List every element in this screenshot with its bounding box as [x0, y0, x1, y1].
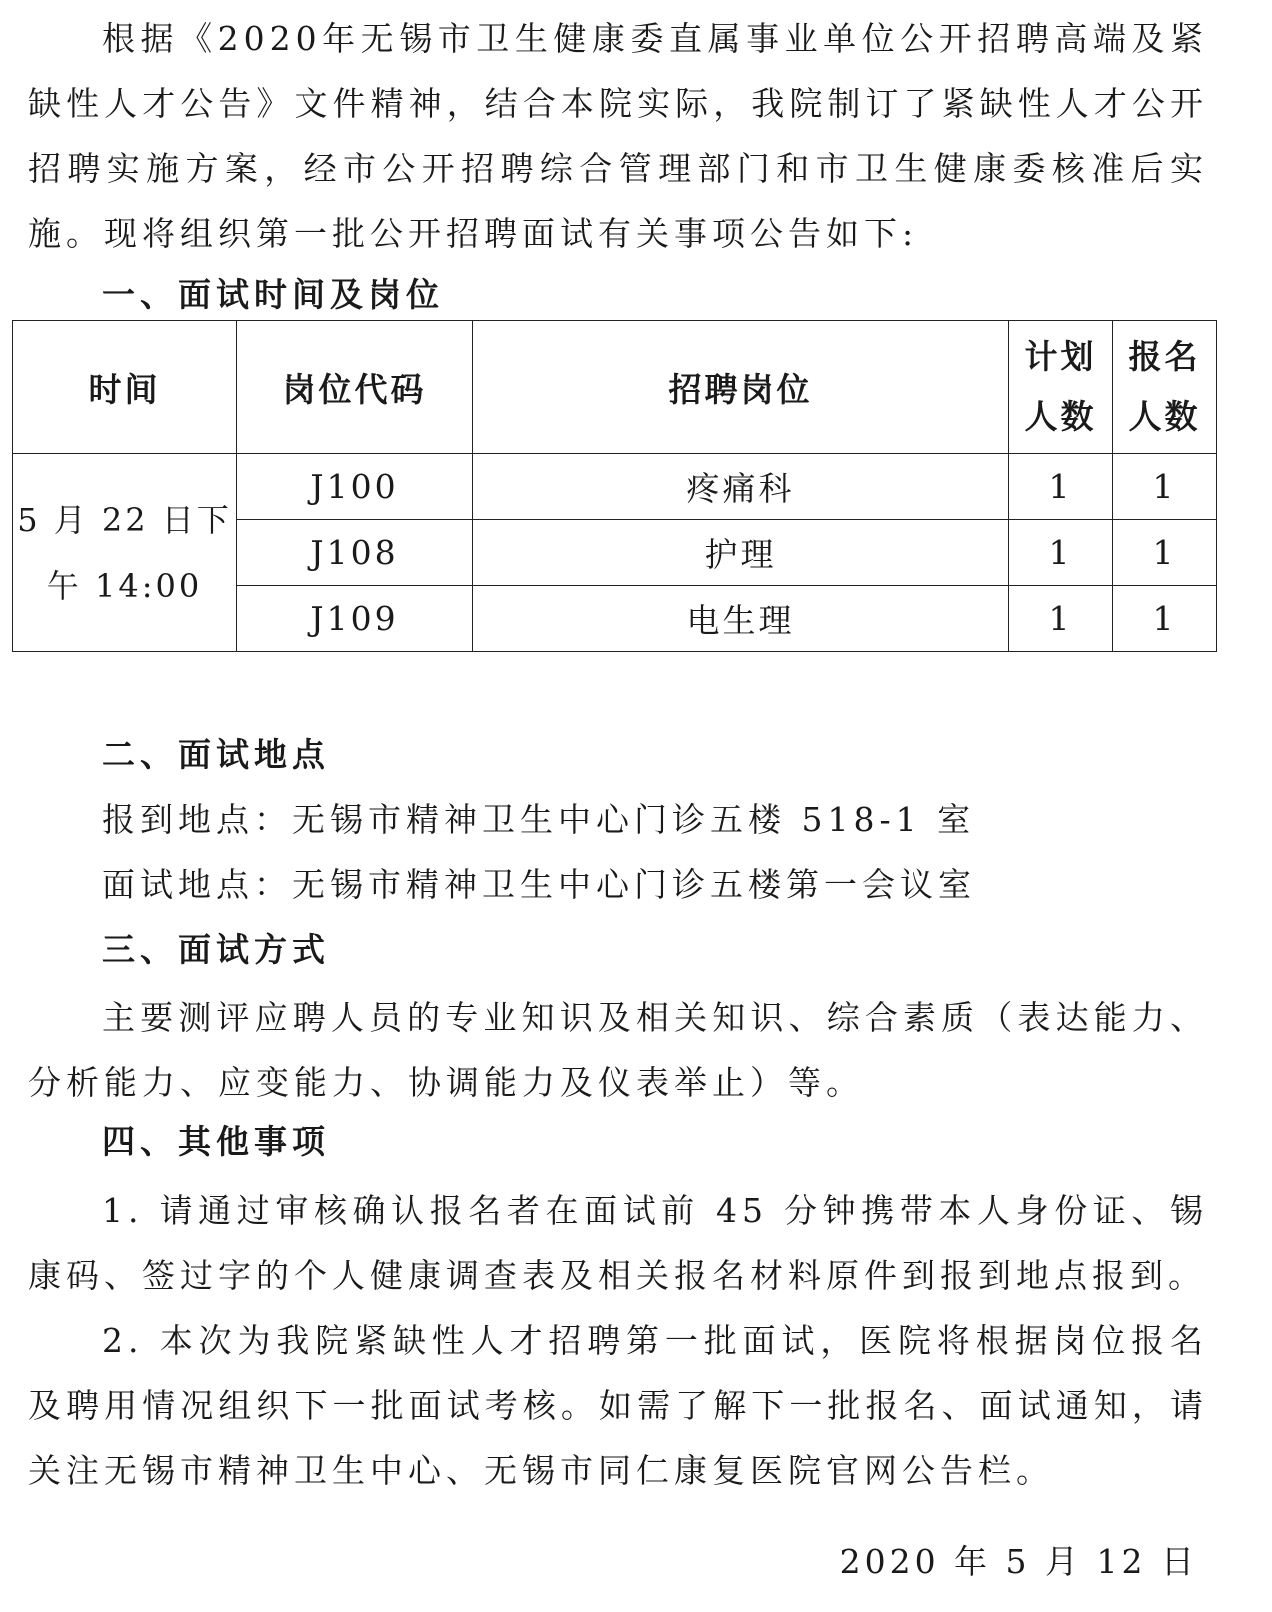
other-item-2: 2. 本次为我院紧缺性人才招聘第一批面试，医院将根据岗位报名及聘用情况组织下一批面试考核。如需了解下一批报名、面试通知，请关注无锡市精神卫生中心、无锡市同仁康复医院官网公告栏。 — [28, 1321, 1208, 1490]
header-registered-line1: 报名 — [1128, 337, 1201, 376]
planned-count-cell: 1 — [1009, 454, 1113, 520]
header-planned-line2: 人数 — [1024, 397, 1097, 436]
table-row — [13, 454, 1217, 520]
header-position-code: 岗位代码 — [237, 321, 473, 454]
checkin-location: 报到地点：无锡市精神卫生中心门诊五楼 518-1 室 — [102, 800, 976, 839]
interview-time-line1: 5 月 22 日下 — [17, 500, 232, 539]
interview-time-cell — [13, 454, 237, 652]
header-planned-count — [1009, 321, 1113, 454]
header-planned-line1: 计划 — [1024, 337, 1097, 376]
position-name-cell: 电生理 — [473, 586, 1009, 652]
header-registered-line2: 人数 — [1128, 397, 1201, 436]
registered-count-cell: 1 — [1113, 520, 1217, 586]
section-1-heading: 一、面试时间及岗位 — [102, 275, 444, 314]
interview-method-paragraph: 主要测评应聘人员的专业知识及相关知识、综合素质（表达能力、分析能力、应变能力、协调能力及仪表举止）等。 — [28, 998, 1208, 1102]
position-code-cell: J109 — [237, 586, 473, 652]
position-name-cell: 护理 — [473, 520, 1009, 586]
intro-paragraph: 根据《2020年无锡市卫生健康委直属事业单位公开招聘高端及紧缺性人才公告》文件精神，结合本院实际，我院制订了紧缺性人才公开招聘实施方案，经市公开招聘综合管理部门和市卫生健康委核准后实施。现将组织第一批公开招聘面试有关事项公告如下: — [28, 19, 1208, 253]
section-2-heading: 二、面试地点 — [102, 735, 330, 774]
interview-time-line2: 午 14:00 — [46, 566, 203, 605]
header-position: 招聘岗位 — [473, 321, 1009, 454]
planned-count-cell: 1 — [1009, 586, 1113, 652]
table-header-row — [13, 321, 1217, 454]
position-name-cell: 疼痛科 — [473, 454, 1009, 520]
interview-venue: 面试地点：无锡市精神卫生中心门诊五楼第一会议室 — [102, 865, 976, 904]
section-4-heading: 四、其他事项 — [102, 1122, 330, 1161]
header-time: 时间 — [13, 321, 237, 454]
other-item-1: 1. 请通过审核确认报名者在面试前 45 分钟携带本人身份证、锡康码、签过字的个人健康调查表及相关报名材料原件到报到地点报到。 — [28, 1191, 1208, 1295]
registered-count-cell: 1 — [1113, 454, 1217, 520]
registered-count-cell: 1 — [1113, 586, 1217, 652]
header-registered-count — [1113, 321, 1217, 454]
section-3-heading: 三、面试方式 — [102, 930, 330, 969]
publication-date: 2020 年 5 月 12 日 — [839, 1542, 1198, 1581]
position-code-cell: J100 — [237, 454, 473, 520]
planned-count-cell: 1 — [1009, 520, 1113, 586]
interview-schedule-table — [12, 320, 1217, 652]
position-code-cell: J108 — [237, 520, 473, 586]
